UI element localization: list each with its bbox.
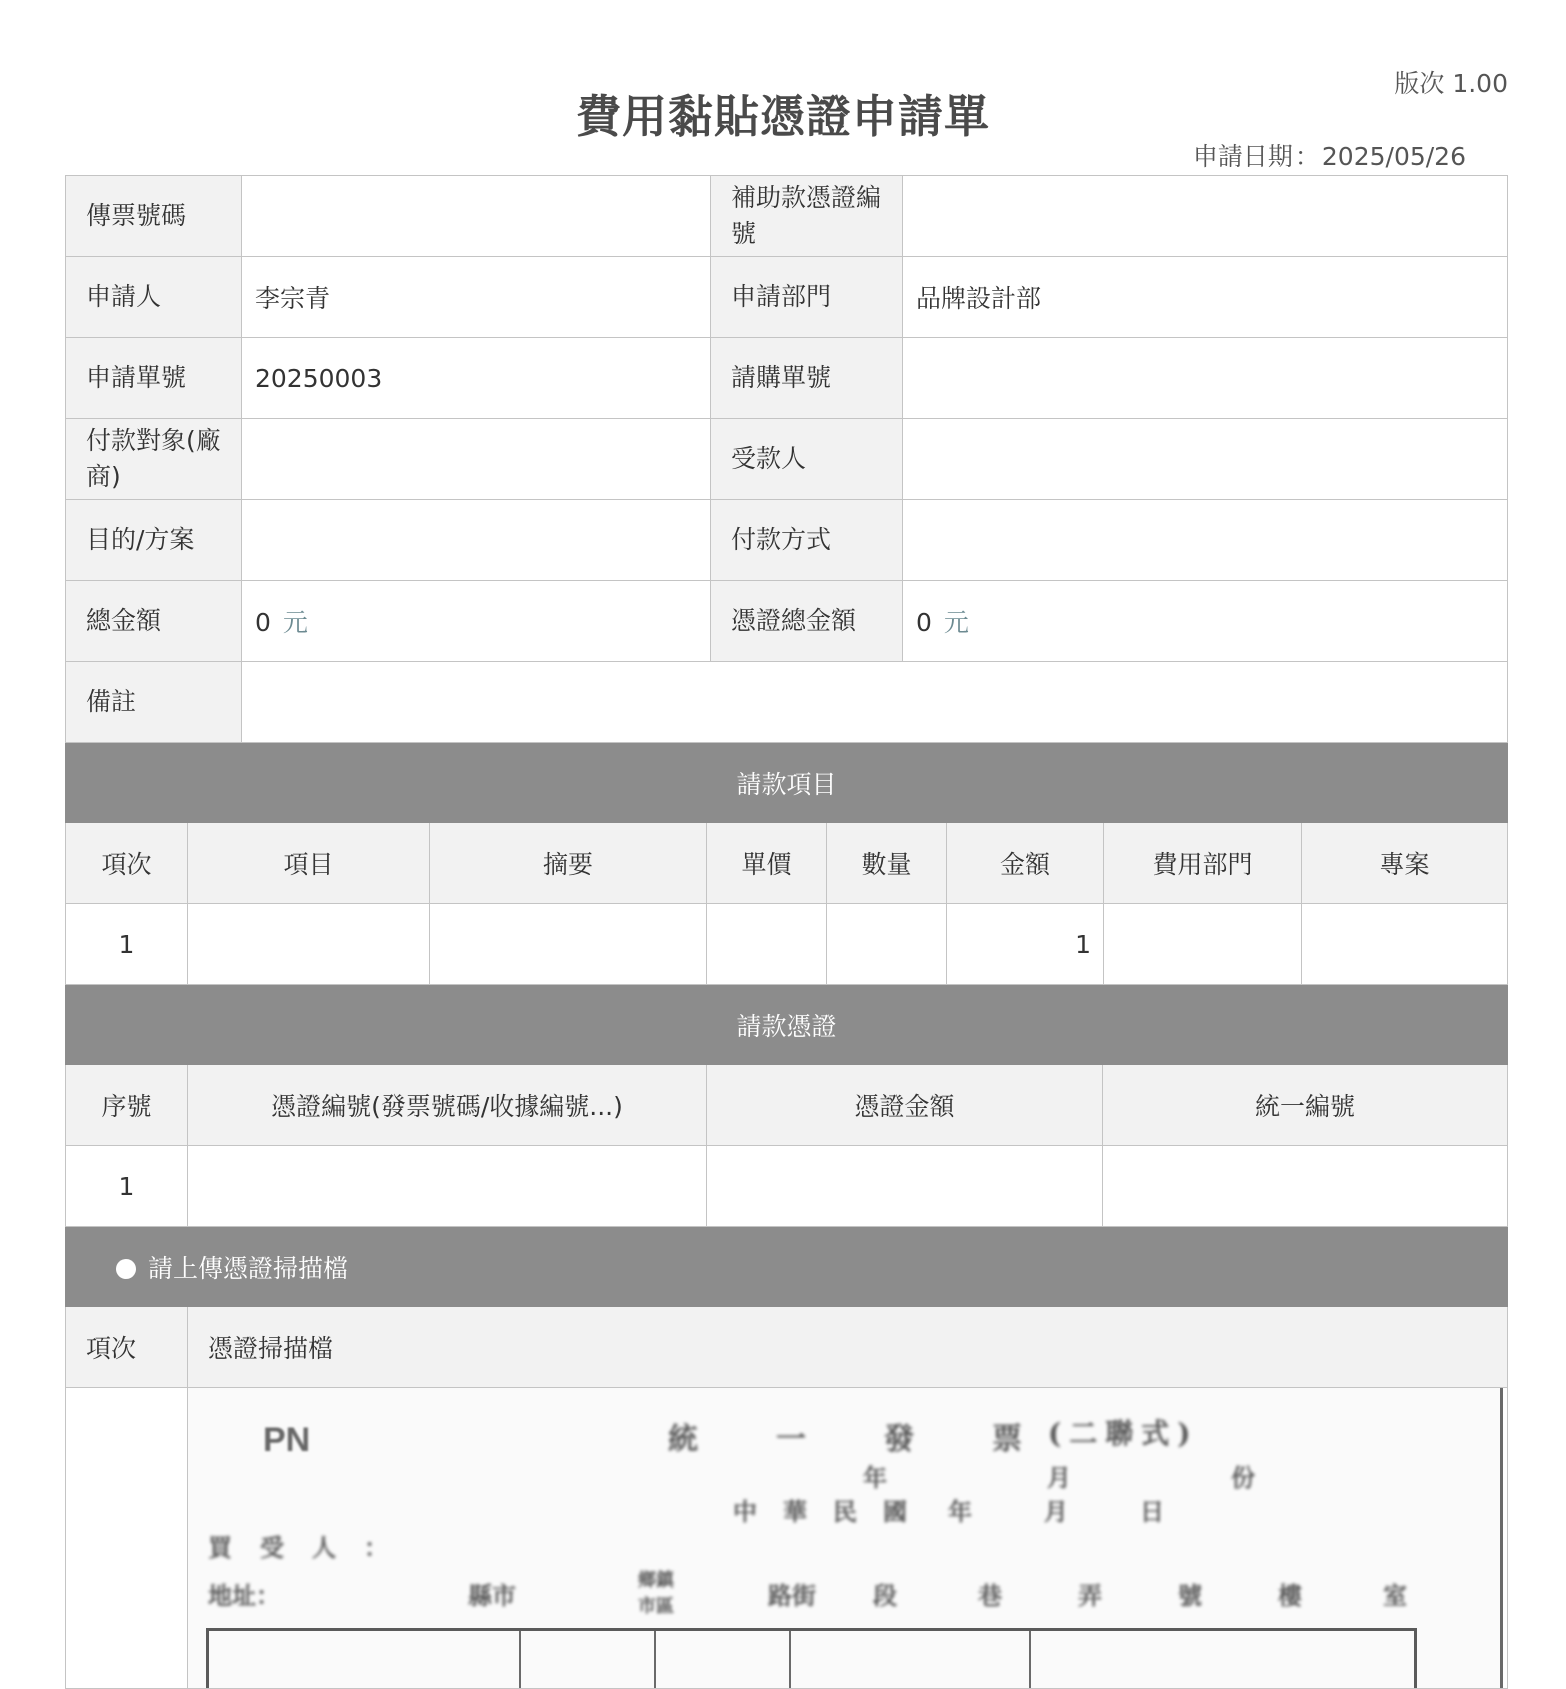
column-header: 金額	[947, 823, 1104, 904]
claim-items-section-title: 請款項目	[66, 744, 1508, 823]
invoice-buyer: 買受人：	[208, 1533, 416, 1562]
info-row	[66, 419, 1508, 500]
payment-method-label: 付款方式	[711, 500, 903, 581]
voucher-total-value	[903, 581, 1508, 662]
invoice-address-part: 縣市	[468, 1581, 516, 1610]
invoice-scan-image[interactable]	[188, 1388, 1503, 1688]
remarks-label: 備註	[66, 662, 242, 743]
purpose-value[interactable]	[242, 500, 711, 581]
column-header: 項次	[66, 823, 188, 904]
apply-date-value: 2025/05/26	[1321, 142, 1466, 171]
payee-target-value[interactable]	[242, 419, 711, 500]
claim-vouchers-table	[65, 985, 1508, 1227]
column-header: 費用部門	[1104, 823, 1302, 904]
invoice-address-part: 路街	[768, 1581, 816, 1610]
invoice-grid	[206, 1628, 1417, 1688]
column-header: 摘要	[430, 823, 707, 904]
claim-vouchers-section-title: 請款憑證	[66, 986, 1508, 1065]
voucher-total-number: 0	[916, 608, 932, 637]
applicant-value[interactable]: 李宗青	[242, 257, 711, 338]
info-row	[66, 257, 1508, 338]
voucher-seq-cell: 1	[66, 1146, 188, 1227]
purchase-no-value[interactable]	[903, 338, 1508, 419]
voucher-amount-cell[interactable]	[707, 1146, 1103, 1227]
scan-item-no-cell	[66, 1388, 188, 1689]
bullet-dot-icon	[116, 1259, 136, 1279]
voucher-scans-title-text: 請上傳憑證掃描檔	[148, 1254, 349, 1283]
voucher-total-label: 憑證總金額	[711, 581, 903, 662]
applicant-label: 申請人	[66, 257, 242, 338]
department-value[interactable]: 品牌設計部	[903, 257, 1508, 338]
application-no-label: 申請單號	[66, 338, 242, 419]
invoice-date-prefix: 中華民國	[733, 1497, 933, 1526]
department-label: 申請部門	[711, 257, 903, 338]
unit-price-cell[interactable]	[707, 904, 827, 985]
invoice-date-ymd: 年月日	[948, 1497, 1236, 1526]
project-cell[interactable]	[1302, 904, 1508, 985]
invoice-address-part: 段	[873, 1581, 897, 1610]
column-header: 數量	[827, 823, 947, 904]
recipient-value[interactable]	[903, 419, 1508, 500]
application-no-value[interactable]: 20250003	[242, 338, 711, 419]
apply-date-label: 申請日期	[1192, 142, 1293, 171]
claim-items-table	[65, 743, 1508, 985]
summary-cell[interactable]	[430, 904, 707, 985]
table-row	[66, 904, 1508, 985]
invoice-address-part: 號	[1178, 1581, 1202, 1610]
currency-unit: 元	[282, 608, 308, 637]
voucher-no-label: 傳票號碼	[66, 176, 242, 257]
total-amount-value	[242, 581, 711, 662]
invoice-grid-line	[1029, 1631, 1031, 1688]
info-row	[66, 662, 1508, 743]
column-header: 憑證掃描檔	[188, 1307, 1508, 1388]
voucher-scans-section-title	[66, 1228, 1508, 1307]
column-header: 專案	[1302, 823, 1508, 904]
recipient-label: 受款人	[711, 419, 903, 500]
payment-method-value[interactable]	[903, 500, 1508, 581]
invoice-address-part: 地址：	[208, 1581, 280, 1610]
expense-dept-cell[interactable]	[1104, 904, 1302, 985]
payee-target-label: 付款對象(廠商)	[66, 419, 242, 500]
invoice-address-part: 弄	[1078, 1581, 1102, 1610]
item-no-cell: 1	[66, 904, 188, 985]
invoice-type: (二聯式)	[1048, 1417, 1199, 1450]
apply-date-separator: ：	[1294, 142, 1320, 171]
invoice-address-part: 巷	[978, 1581, 1002, 1610]
info-row	[66, 581, 1508, 662]
info-row	[66, 338, 1508, 419]
claim-items-header-row	[66, 823, 1508, 904]
voucher-no-value[interactable]	[242, 176, 711, 257]
page-title: 費用黏貼憑證申請單	[575, 90, 990, 143]
column-header: 統一編號	[1103, 1065, 1508, 1146]
column-header: 項目	[188, 823, 430, 904]
invoice-grid-line	[654, 1631, 656, 1688]
subsidy-voucher-no-value[interactable]	[903, 176, 1508, 257]
table-row	[66, 1146, 1508, 1227]
subsidy-voucher-no-label: 補助款憑證編號	[711, 176, 903, 257]
info-row	[66, 176, 1508, 257]
invoice-grid-line	[519, 1631, 521, 1688]
basic-info-table	[65, 175, 1508, 743]
apply-date	[1193, 137, 1466, 173]
info-row	[66, 500, 1508, 581]
tax-id-cell[interactable]	[1103, 1146, 1508, 1227]
amount-cell[interactable]: 1	[947, 904, 1104, 985]
purchase-no-label: 請購單號	[711, 338, 903, 419]
scan-file-cell[interactable]	[188, 1388, 1508, 1689]
voucher-scans-header-row	[66, 1307, 1508, 1388]
invoice-grid-line	[789, 1631, 791, 1688]
expense-voucher-form	[65, 175, 1508, 1689]
voucher-scans-table	[65, 1227, 1508, 1689]
invoice-address-part: 室	[1383, 1581, 1407, 1610]
purpose-label: 目的/方案	[66, 500, 242, 581]
invoice-address-part: 樓	[1278, 1581, 1302, 1610]
total-amount-number: 0	[255, 608, 271, 637]
voucher-number-cell[interactable]	[188, 1146, 707, 1227]
table-row	[66, 1388, 1508, 1689]
column-header: 序號	[66, 1065, 188, 1146]
invoice-title: 統一發票	[668, 1422, 1100, 1457]
remarks-value[interactable]	[242, 662, 1508, 743]
currency-unit: 元	[943, 608, 969, 637]
quantity-cell[interactable]	[827, 904, 947, 985]
item-cell[interactable]	[188, 904, 430, 985]
column-header: 憑證金額	[707, 1065, 1103, 1146]
column-header: 憑證編號(發票號碼/收據編號...)	[188, 1065, 707, 1146]
column-header: 單價	[707, 823, 827, 904]
version-label: 版次 1.00	[1394, 69, 1508, 98]
invoice-period: 年月份	[863, 1463, 1415, 1492]
total-amount-label: 總金額	[66, 581, 242, 662]
column-header: 項次	[66, 1307, 188, 1388]
claim-vouchers-header-row	[66, 1065, 1508, 1146]
invoice-code: PN	[263, 1421, 311, 1459]
invoice-address-part: 鄉鎮市區	[638, 1570, 674, 1617]
